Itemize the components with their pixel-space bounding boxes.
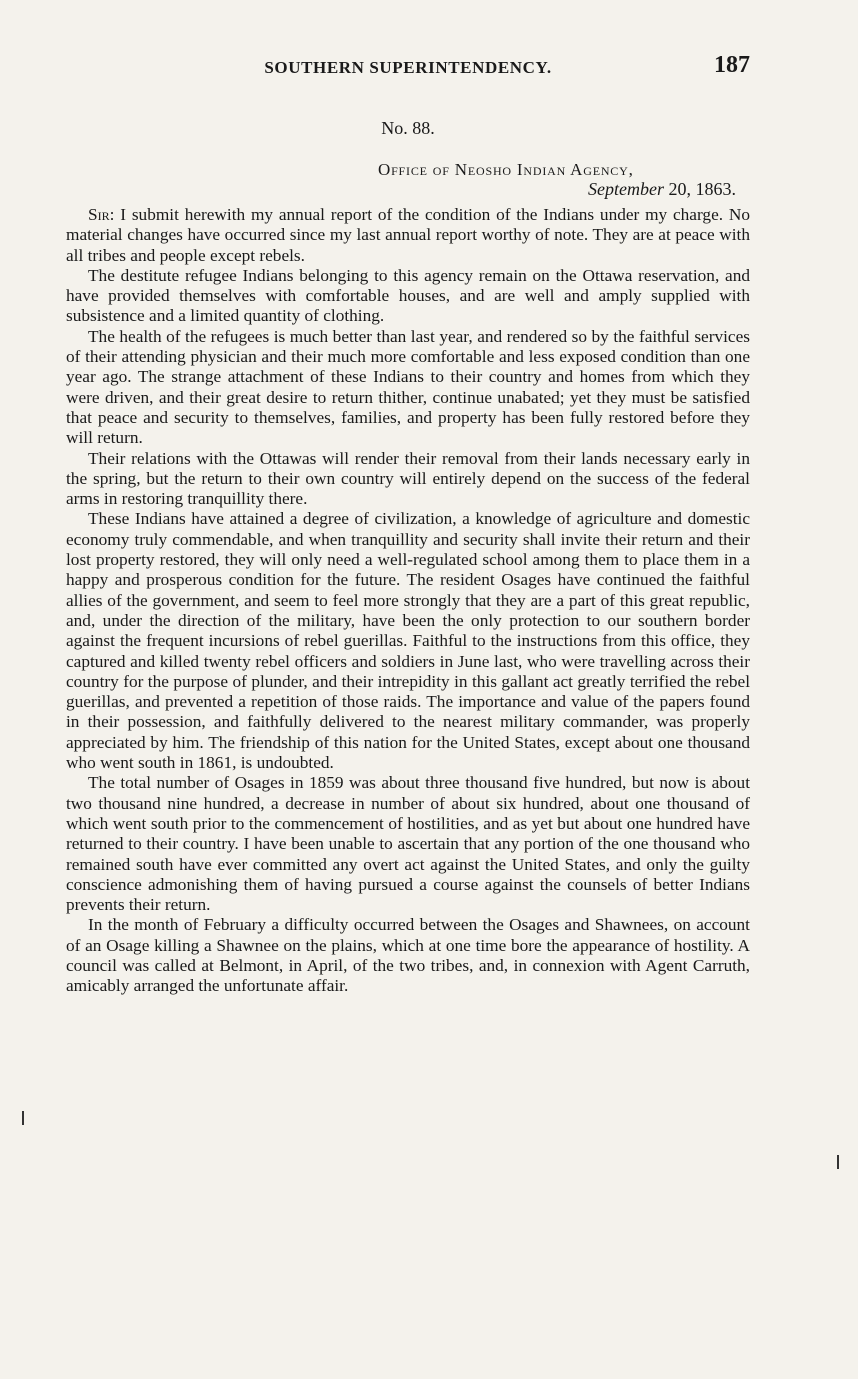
document-number: No. 88. [381,118,435,138]
paragraph-4: Their relations with the Ottawas will render their removal from their lands necessary early in the spring, but the return to their own country will entirely depend on the success of the federal arms in restoring tranquillity there. [66,448,750,509]
running-head [66,52,750,82]
margin-mark-left [22,1111,24,1125]
paragraph-6: The total number of Osages in 1859 was about three thousand five hundred, but now is about two thousand nine hundred, a decrease in number of about six hundred, about one thousand of which went south prior to the commencement of hostilities, and as yet but about one hundred have returned to their country. I have been unable to ascertain that any portion of the one thousand who remained south have ever committed any overt act against the United States, and only the guilty conscience admonishing them of having pursued a course against the counsels of better Indians prevents their return. [66,773,750,915]
paragraph-2: The destitute refugee Indians belonging to this agency remain on the Ottawa reservation, and have provided themselves with comfortable houses, and are well and amply supplied with subsistence and a limited quantity of clothing. [66,265,750,326]
date-rest: 20, 1863. [664,179,736,199]
date-month-day: September [588,179,664,199]
office-heading: Office of Neosho Indian Agency, [378,160,634,179]
paragraph-1-text: : I submit herewith my annual report of the condition of the Indians under my charge. No material changes have occurred since my last annual report worthy of note. They are at peace with all tribes and people except rebels. [66,205,750,265]
salutation: Sir [88,205,110,224]
running-title: SOUTHERN SUPERINTENDENCY. [264,58,552,77]
paragraph-1 [66,205,750,266]
paragraph-3: The health of the refugees is much better than last year, and rendered so by the faithful services of their attending physician and their much more comfortable and less exposed condition than one year ago. The strange attachment of these Indians to their country and homes from which they were driven, and their great desire to return thither, continue unabated; yet they must be satisfied that peace and security to themselves, families, and property has been fully restored before they will return. [66,326,750,448]
date-line [588,179,736,200]
margin-mark-right [837,1155,839,1169]
paragraph-5: These Indians have attained a degree of civilization, a knowledge of agriculture and domestic economy truly commendable, and when tranquillity and security shall invite their return and their lost property restored, they will only need a well-regulated school among them to place them in a happy and prosperous condition for the future. The resident Osages have continued the faithful allies of the government, and seem to feel more strongly that they are a part of this great republic, and, under the direction of the military, have been the only protection to our southern border against the frequent incursions of rebel guerillas. Faithful to the instructions from this office, they captured and killed twenty rebel officers and soldiers in June last, who were travelling across their country for the purpose of plunder, and their intrepidity in this gallant act greatly terrified the rebel guerillas, and prevented a repetition of those raids. The importance and value of the papers found in their possession, and faithfully delivered to the nearest military commander, was properly appreciated by him. The friendship of this nation for the United States, except about one thousand who went south in 1861, is undoubted. [66,509,750,773]
page-number: 187 [714,52,750,78]
paragraph-7: In the month of February a difficulty occurred between the Osages and Shawnees, on account of an Osage killing a Shawnee on the plains, which at one time bore the appearance of hostility. A council was called at Belmont, in April, of the two tribes, and, in connexion with Agent Carruth, amicably arranged the unfortunate affair. [66,915,750,996]
letter-body [66,205,750,997]
